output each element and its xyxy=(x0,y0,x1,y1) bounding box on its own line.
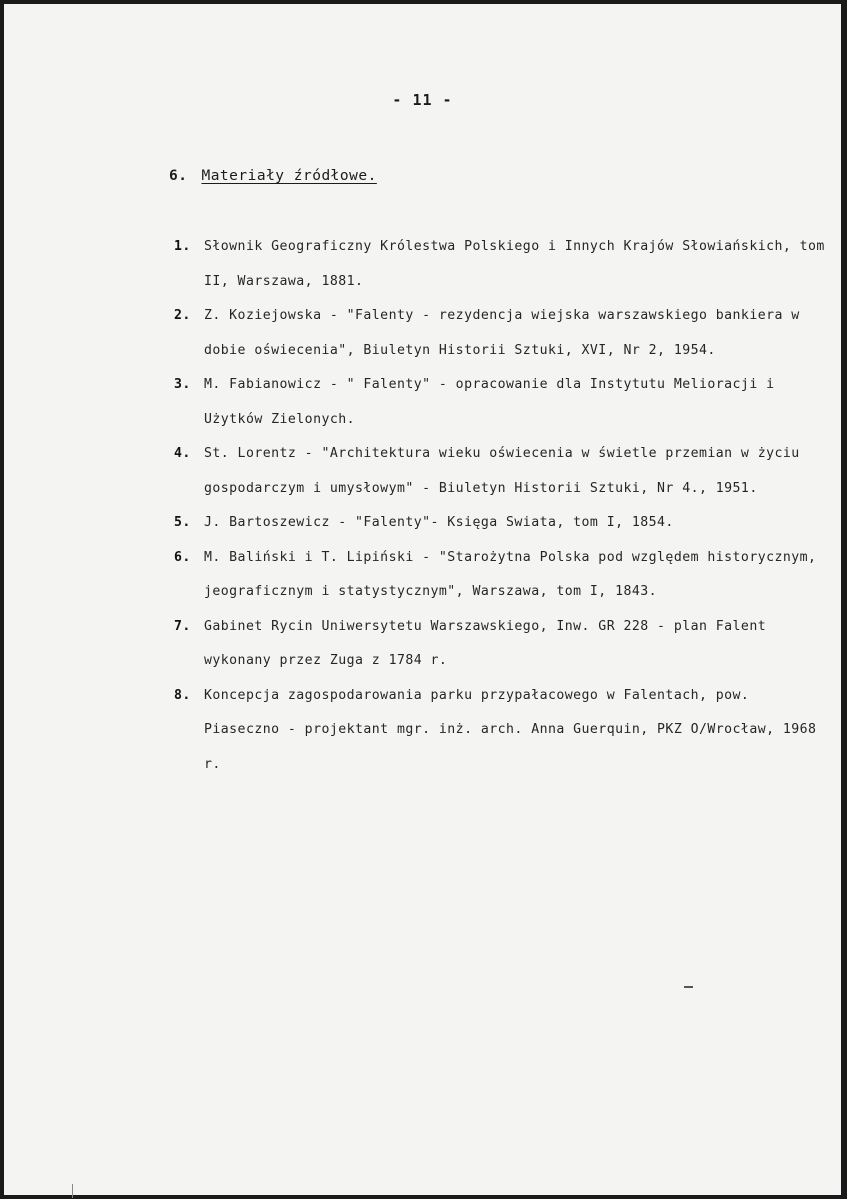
entry-number: 5. xyxy=(174,515,191,530)
page-number: - 11 - xyxy=(392,91,453,109)
document-page xyxy=(4,4,841,1195)
bibliography-entry xyxy=(174,610,826,679)
section-number: 6. xyxy=(169,168,188,184)
bibliography-entry xyxy=(174,541,826,610)
bibliography-entry xyxy=(174,437,826,506)
entry-text: Słownik Geograficzny Królestwa Polskiego i Innych Krajów Słowiańskich, tom II, Warszawa, 1881. xyxy=(204,239,825,289)
section-title: Materiały źródłowe. xyxy=(201,168,377,184)
bibliography-entry xyxy=(174,299,826,368)
entry-number: 1. xyxy=(174,239,191,254)
entry-number: 2. xyxy=(174,308,191,323)
entry-text: Koncepcja zagospodarowania parku przypałacowego w Falentach, pow. Piaseczno - projektant mgr. inż. arch. Anna Guerquin, PKZ O/Wrocław, 1968 r. xyxy=(204,687,817,772)
edge-mark xyxy=(72,1184,73,1198)
bibliography-entry xyxy=(174,368,826,437)
entry-text: Gabinet Rycin Uniwersytetu Warszawskiego, Inw. GR 228 - plan Falent wykonany przez Zuga z 1784 r. xyxy=(204,618,767,668)
entry-text: M. Fabianowicz - " Falenty" - opracowanie dla Instytutu Melioracji i Użytków Zielonych. xyxy=(204,377,775,427)
entry-text: J. Bartoszewicz - "Falenty"- Księga Swiata, tom I, 1854. xyxy=(204,515,674,530)
bibliography-entry xyxy=(174,230,826,299)
entry-text: Z. Koziejowska - "Falenty - rezydencja wiejska warszawskiego bankiera w dobie oświecenia", Biuletyn Historii Sztuki, XVI, Nr 2, 1954. xyxy=(204,308,800,358)
bibliography-entry xyxy=(174,679,826,783)
stray-mark xyxy=(684,986,693,988)
entry-number: 3. xyxy=(174,377,191,392)
entry-text: St. Lorentz - "Architektura wieku oświecenia w świetle przemian w życiu gospodarczym i umysłowym" - Biuletyn Historii Sztuki, Nr 4., 1951. xyxy=(204,446,800,496)
bibliography-entry xyxy=(174,506,826,541)
entry-number: 4. xyxy=(174,446,191,461)
section-heading xyxy=(169,168,377,184)
entry-number: 6. xyxy=(174,549,191,565)
entry-number: 7. xyxy=(174,618,191,634)
entry-text: M. Baliński i T. Lipiński - "Starożytna Polska pod względem historycznym, jeograficznym i statystycznym", Warszawa, tom I, 1843. xyxy=(204,549,817,599)
bibliography-list xyxy=(174,230,826,782)
entry-number: 8. xyxy=(174,687,191,703)
